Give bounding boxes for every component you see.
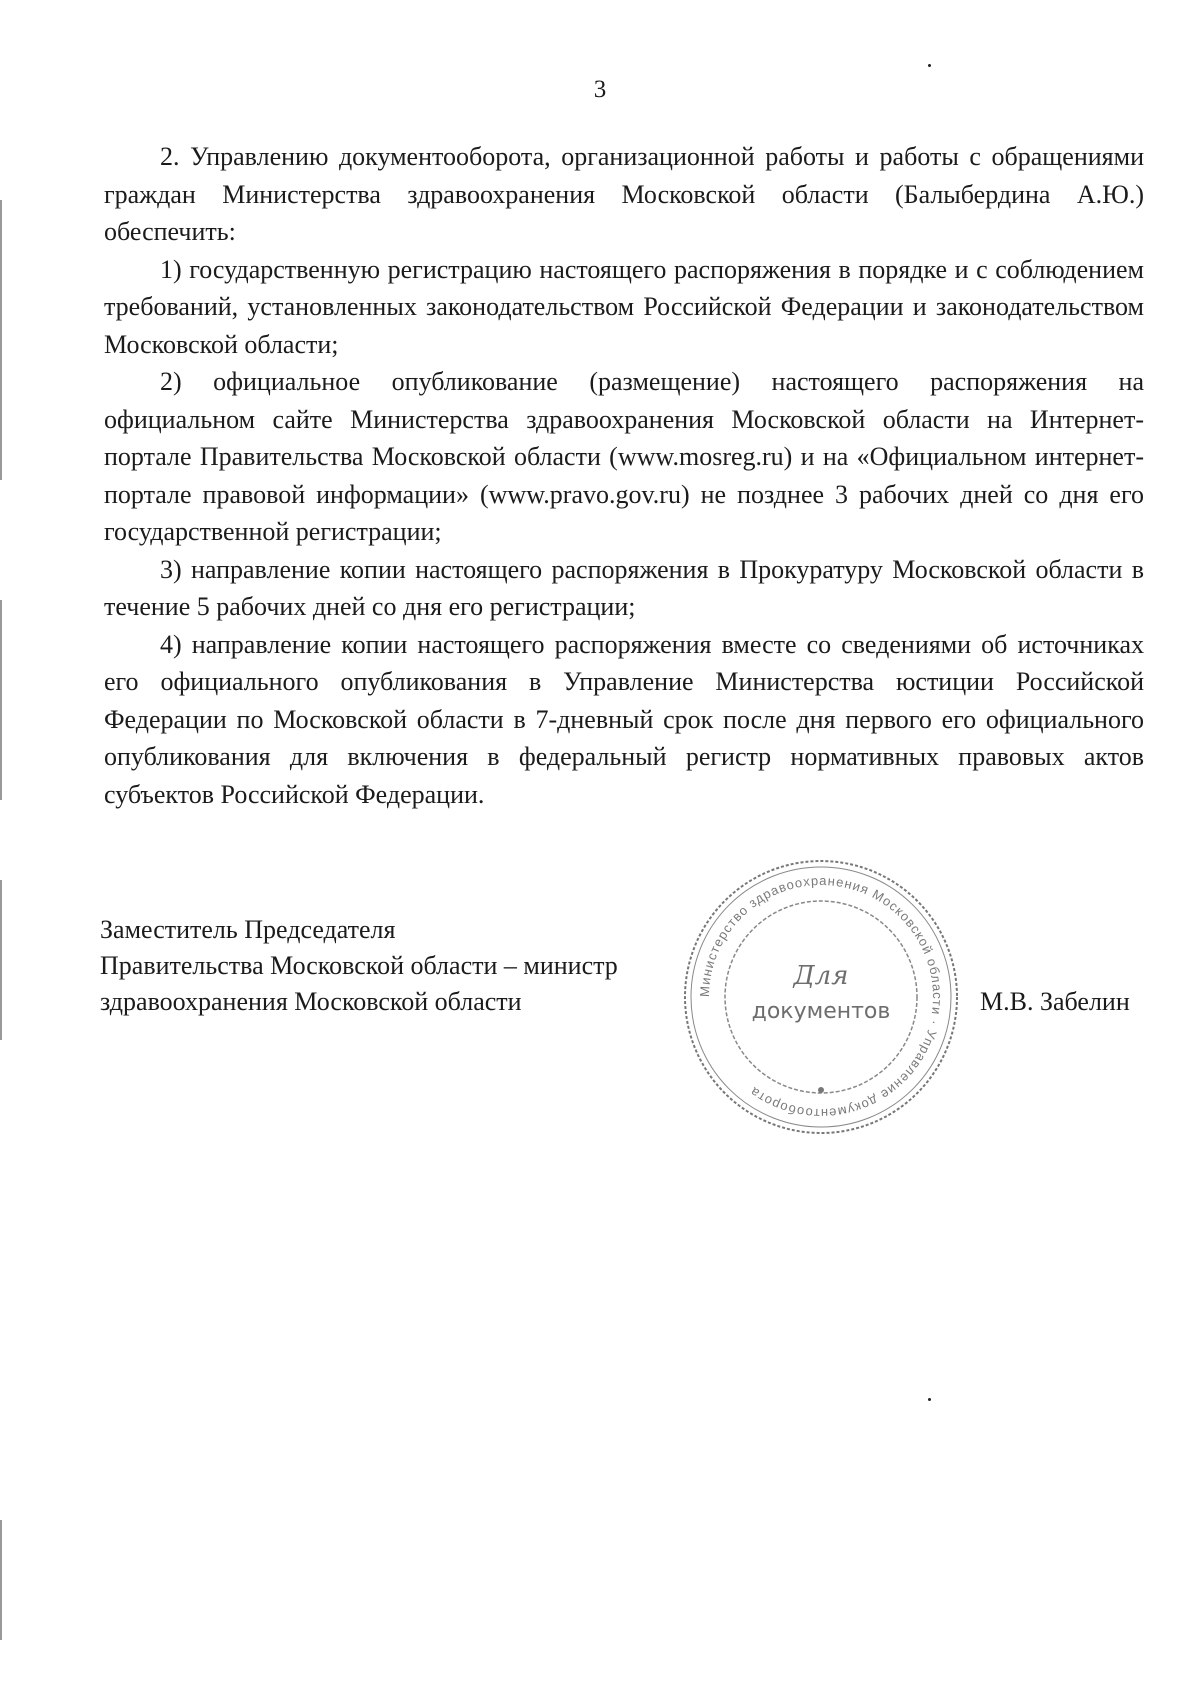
stamp-inner-text-line2: документов [751, 999, 891, 1024]
paragraph-2-2: 2) официальное опубликование (размещение) настоящего распоряжения на официальном сайте Министерства здравоохранения Московской области на Интернет-портале Правительства Московской области (www.mosreg.ru) и на «Официальном интернет-портале правовой информации» (www.pravo.gov.ru) не позднее 3 рабочих дней со дня его государственной регистрации; [104, 367, 1144, 546]
stamp-ring-text-path: Министерство здравоохранения Московской области · Управление документооборота [696, 872, 946, 1122]
signatory-name: М.В. Забелин [980, 987, 1130, 1016]
stamp-dot [818, 1087, 824, 1093]
signatory-position-line: Правительства Московской области – министр [100, 951, 618, 980]
scan-margin-mark [0, 880, 2, 1040]
scan-margin-mark [0, 1520, 2, 1640]
page-number: 3 [593, 76, 607, 103]
paragraph-2-4: 4) направление копии настоящего распоряжения вместе со сведениями об источниках его официального опубликования в Управление Министерства юстиции Российской Федерации по Московской области в 7-дневный срок после дня первого его официального опубликования для включения в федеральный регистр нормативных правовых актов субъектов Российской Федерации. [104, 629, 1144, 809]
stamp-inner-text-line1: Для [793, 961, 849, 991]
paragraph-2: 2. Управлению документооборота, организационной работы и работы с обращениями граждан Министерства здравоохранения Московской области (Балыбердина А.Ю.) обеспечить: [104, 142, 1144, 246]
signatory-position [100, 912, 680, 1020]
scan-speck [928, 64, 931, 67]
scan-margin-mark [0, 200, 2, 480]
official-seal-stamp [676, 852, 966, 1142]
signatory-position-line: Заместитель Председателя [100, 915, 396, 944]
paragraph-2-3: 3) направление копии настоящего распоряжения в Прокуратуру Московской области в течение 5 рабочих дней со дня его регистрации; [104, 554, 1144, 621]
signatory-position-line: здравоохранения Московской области [100, 987, 522, 1016]
paragraph-2-1: 1) государственную регистрацию настоящего распоряжения в порядке и с соблюдением требований, установленных законодательством Российской Федерации и законодательством Московской области; [104, 254, 1144, 359]
scan-speck [928, 1398, 931, 1401]
stamp-ring-text [697, 873, 945, 1121]
document-body [104, 138, 1144, 813]
scan-margin-mark [0, 600, 2, 800]
